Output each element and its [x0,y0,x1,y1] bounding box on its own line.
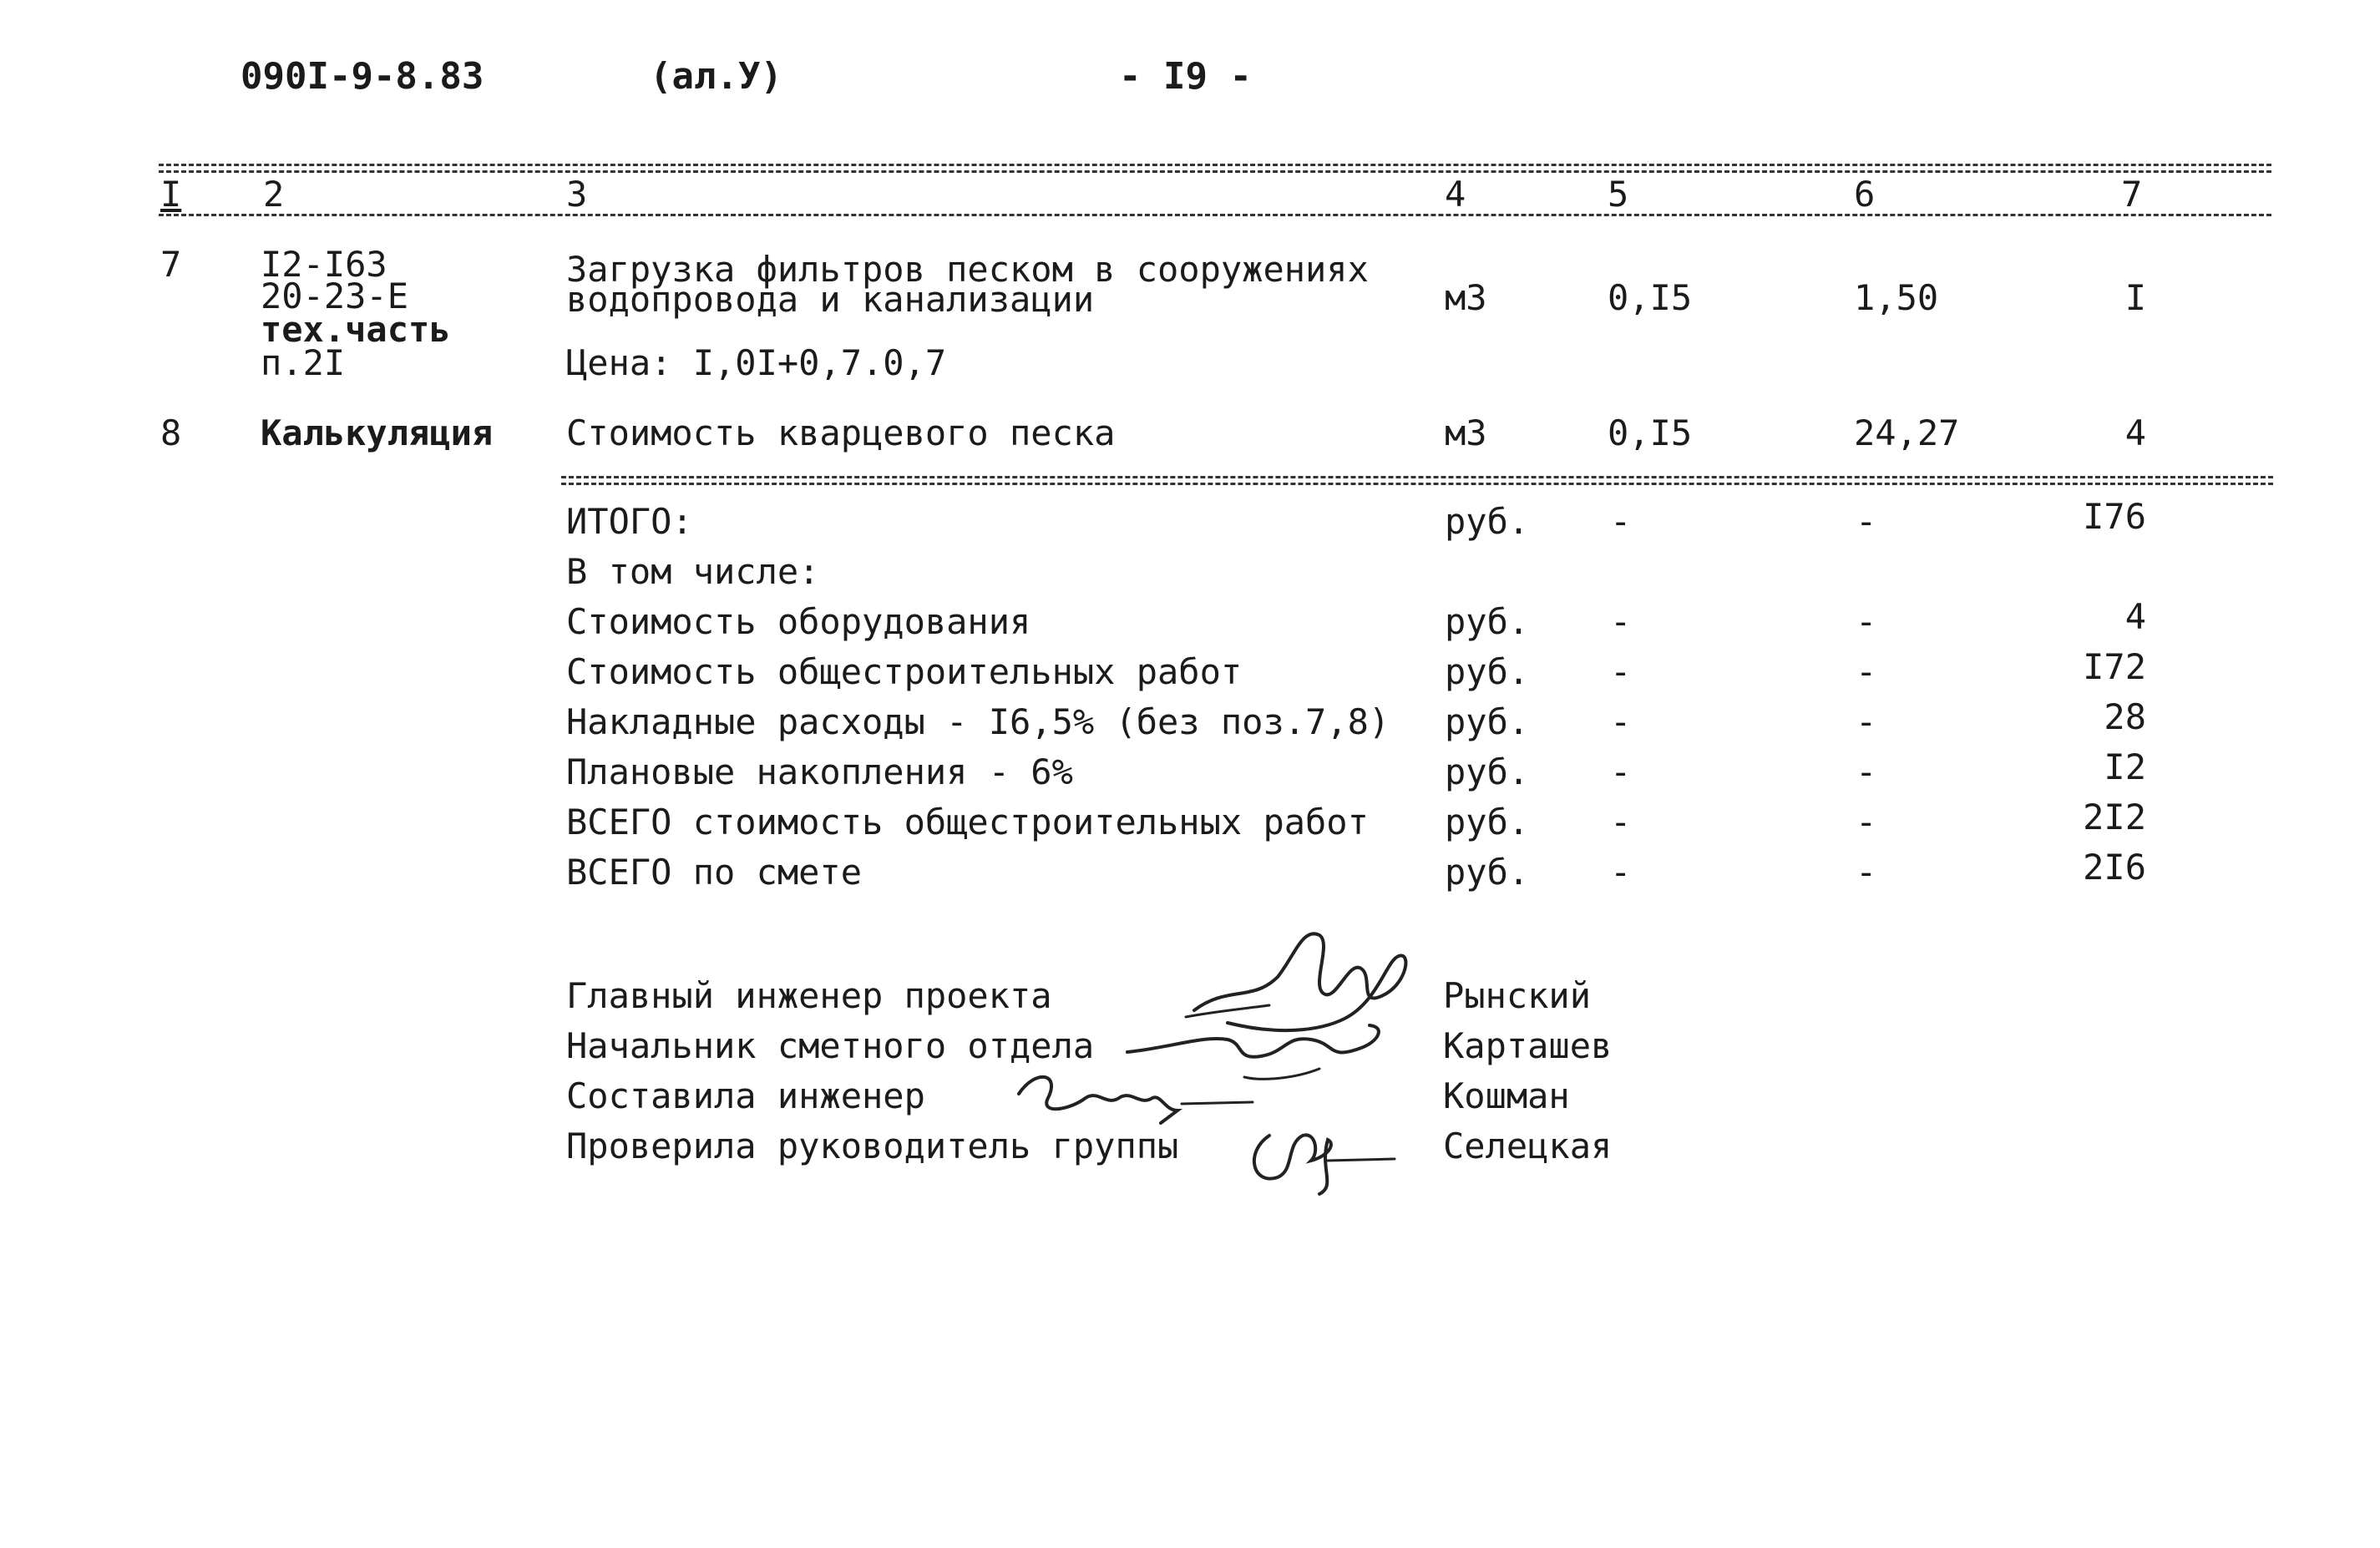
total-line-4-value: I2 [2104,746,2146,787]
total-line-1-col5: - [1610,601,1632,642]
table-top-rule-2 [159,170,2271,173]
column-number-7: 7 [2121,174,2143,215]
total-line-1-col6: - [1856,601,1877,642]
row-8-quantity: 0,I5 [1608,412,1693,453]
total-line-6-col6: - [1856,852,1877,893]
total-line-1-unit: руб. [1445,601,1530,642]
signature-name-1: Рынский [1443,975,1592,1016]
row-7-code-line-4: п.2I [261,342,346,383]
total-line-2-col5: - [1610,651,1632,692]
total-line-1-value: 4 [2124,596,2146,637]
signature-role-4: Проверила руководитель группы [566,1126,1179,1166]
row-8-name: Стоимость кварцевого песка [566,412,1116,453]
total-line-5-value: 2I2 [2083,797,2146,837]
total-line-2-col6: - [1856,651,1877,692]
total-line-6-col5: - [1610,852,1632,893]
total-line-6-unit: руб. [1445,852,1530,893]
column-number-3: 3 [566,174,588,215]
row-7-unit-price: 1,50 [1854,277,1939,318]
total-line-2-unit: руб. [1445,651,1530,692]
signature-name-4: Селецкая [1443,1126,1613,1166]
column-number-2: 2 [263,174,285,215]
column-number-6: 6 [1854,174,1876,215]
row-7-name-line-2: водопровода и канализации [566,279,1095,320]
row-8-unit: м3 [1445,412,1487,453]
total-line-5-col6: - [1856,802,1877,842]
row-7-unit: м3 [1445,277,1487,318]
totals-top-rule-2 [561,483,2273,485]
itogo-unit: руб. [1445,501,1530,542]
column-number-5: 5 [1608,174,1629,215]
row-8-unit-price: 24,27 [1854,412,1960,453]
total-line-2-label: Стоимость общестроительных работ [566,651,1243,692]
total-line-2-value: I72 [2083,646,2146,687]
handwritten-signature-4 [1236,1110,1403,1202]
totals-top-rule-1 [561,476,2273,478]
total-line-3-unit: руб. [1445,701,1530,742]
row-7-price-note: Цена: I,0I+0,7.0,7 [566,342,947,383]
signature-role-1: Главный инженер проекта [566,975,1052,1016]
document-code: 090I-9-8.83 [241,55,484,98]
total-line-5-col5: - [1610,802,1632,842]
row-8-number: 8 [160,412,182,453]
column-number-1: I [160,174,182,215]
row-7-code-line-1: I2-I63 [261,244,387,285]
table-top-rule-1 [159,164,2271,166]
total-line-5-label: ВСЕГО стоимость общестроительных работ [566,802,1369,842]
total-line-6-value: 2I6 [2083,847,2146,888]
total-line-4-col6: - [1856,751,1877,792]
total-line-1-label: Стоимость оборудования [566,601,1031,642]
total-line-4-unit: руб. [1445,751,1530,792]
total-line-3-label: Накладные расходы - I6,5% (без поз.7,8) [566,701,1390,742]
itogo-value: I76 [2083,496,2146,537]
row-7-code-line-3: тех.часть [261,309,451,350]
page-number: - I9 - [1119,55,1252,98]
row-7-total: I [2124,277,2146,318]
album-label: (ал.У) [650,55,782,98]
signature-role-3: Составила инженер [566,1075,925,1116]
signature-role-2: Начальник сметного отдела [566,1025,1095,1066]
total-line-4-label: Плановые накопления - 6% [566,751,1073,792]
total-line-3-col5: - [1610,701,1632,742]
itogo-label: ИТОГО: [566,501,693,542]
header-bottom-rule [159,214,2271,216]
itogo-col5: - [1610,501,1632,542]
total-line-5-unit: руб. [1445,802,1530,842]
signature-name-2: Карташев [1443,1025,1613,1066]
row-7-code-line-2: 20-23-E [261,276,409,316]
itogo-col6: - [1856,501,1877,542]
total-line-6-label: ВСЕГО по смете [566,852,863,893]
handwritten-signature-3 [1002,1060,1269,1136]
total-line-4-col5: - [1610,751,1632,792]
row-7-quantity: 0,I5 [1608,277,1693,318]
v-tom-chisle-label: В том числе: [566,551,820,592]
row-7-name-line-1: Загрузка фильтров песком в сооружениях [566,249,1369,290]
signature-name-3: Кошман [1443,1075,1570,1116]
row-8-total: 4 [2124,412,2146,453]
row-8-code: Калькуляция [261,412,494,453]
row-7-number: 7 [160,244,182,285]
total-line-3-col6: - [1856,701,1877,742]
column-number-4: 4 [1445,174,1466,215]
total-line-3-value: 28 [2104,696,2146,737]
